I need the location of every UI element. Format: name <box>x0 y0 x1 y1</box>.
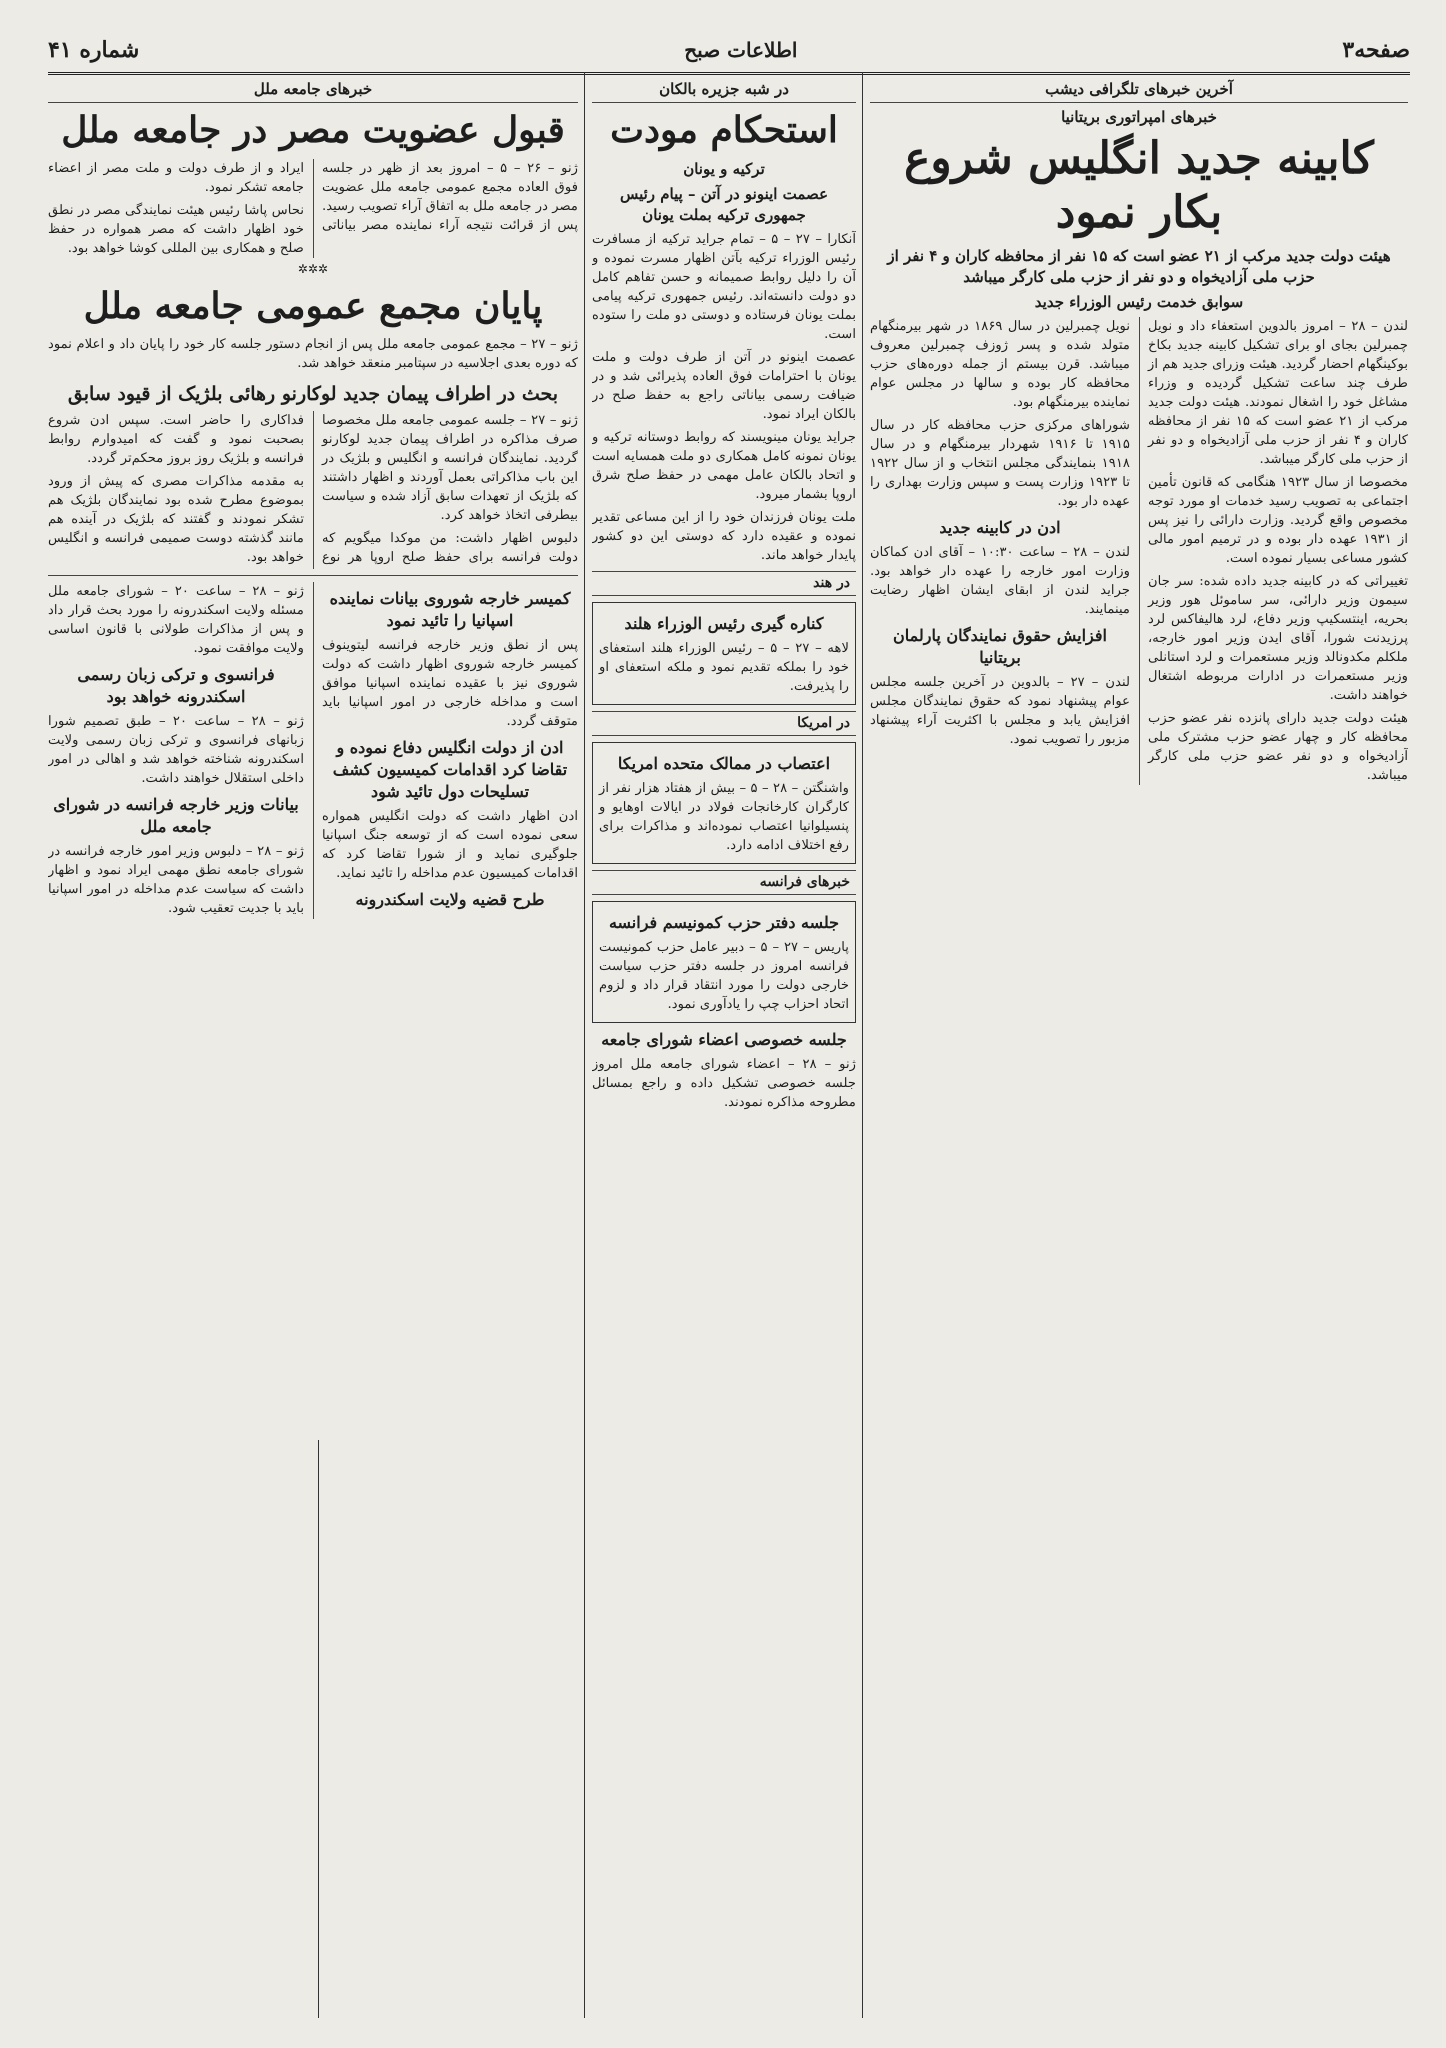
paragraph: لندن – ۲۸ – ساعت ۱۰:۳۰ – آقای ادن کماکان وزارت امور خارجه را عهده دار خواهد بود. جراید لندن از ابقای ایشان اظهار رضایت مینمایند. <box>870 545 1130 617</box>
section-label: در هند <box>592 571 856 596</box>
column-rule <box>862 72 863 2018</box>
paragraph: به مقدمه مذاکرات مصری که پیش از ورود بموضوع مطرح شده بود نمایندگان بلژیک هم تشکر نمودند و گفتند که بلژیک در آینده هم مانند گذشته دوست صمیمی فرانسه و انگلیس خواهد بود. <box>48 474 304 565</box>
box-title: اعتصاب در ممالک متحده امریکا <box>617 754 831 773</box>
paragraph: ژنو – ۲۸ – اعضاء شورای جامعه ملل امروز جلسه خصوصی تشکیل داده و راجع بمسائل مطروحه مذاکره نمودند. <box>592 1057 856 1110</box>
article-heading: افزایش حقوق نمایندگان پارلمان بریتانیا <box>893 626 1107 667</box>
article-heading: ادن از دولت انگلیس دفاع نموده و تقاضا کرد اقدامات کمیسیون کشف تسلیحات دول تائید شود <box>332 738 568 801</box>
paragraph: ژنو – ۲۸ – ساعت ۲۰ – طبق تصمیم شورا زبانهای فرانسوی و ترکی زبان رسمی ولایت اسکندرونه شناخته خواهد شد و اهالی در امور داخلی استقلال خواهند داشت. <box>48 714 304 786</box>
section-kicker: در شبه جزیره بالکان <box>592 80 856 103</box>
box-title: کناره گیری رئیس الوزراء هلند <box>624 614 824 633</box>
paragraph: واشنگتن – ۲۸ – ۵ – بیش از هفتاد هزار نفر از کارگران کارخانجات فولاد در ایالات اوهایو و پنسیلوانیا اعتصاب نموده‌اند و مذاکرات برای رفع اختلاف ادامه دارد. <box>599 781 850 853</box>
paragraph: لندن – ۲۸ – امروز بالدوین استعفاء داد و نویل چمبرلین بجای او برای تشکیل کابینه جدید بکاخ بوکینگهام احضار گردید. هیئت وزرای جدید هم از طرف چند ساعت تشکیل گردیده و وزراء مشاغل خود را اشغال نمودند. هیئت دولت جدید مرکب از ۲۱ عضو است که ۱۵ نفر از محافظه کاران و ۴ نفر از حزب ملی آزادیخواه و دو نفر از حزب ملی کارگر میباشد. <box>1148 319 1408 467</box>
article-headline: قبول عضویت مصر در جامعه ملل <box>61 109 565 151</box>
article-heading: کمیسر خارجه شوروی بیانات نماینده اسپانیا را تائید نمود <box>329 589 571 630</box>
paragraph: لاهه – ۲۷ – ۵ – رئیس الوزراء هلند استعفای خود را بملکه تقدیم نمود و ملکه استعفای او را پذیرفت. <box>599 641 849 694</box>
section-subkicker: خبرهای امپراتوری بریتانیا <box>1061 108 1217 126</box>
column-rule <box>584 72 585 2018</box>
section-kicker: خبرهای جامعه ملل <box>48 80 578 103</box>
paragraph: ژنو – ۲۸ – ساعت ۲۰ – شورای جامعه ملل مسئله ولایت اسکندرونه را مورد بحث قرار داد و پس از مذاکرات طولانی با قانون اساسی ولایت موافقت نمود. <box>48 584 304 656</box>
headline-subtitle-2: سوابق خدمت رئیس الوزراء جدید <box>1034 293 1244 311</box>
article-body <box>870 317 1408 785</box>
article-body <box>48 411 578 569</box>
main-headline: کابینه جدید انگلیس شروع بکار نمود <box>904 133 1374 238</box>
paragraph: مخصوصا از سال ۱۹۲۳ هنگامی که قانون تأمین اجتماعی به تصویب رسید خدمات او مورد توجه مخصوص واقع گردید. وزارت دارائی را نیز پس از ۱۹۳۱ عهده دار بوده و در ترمیم امور مالی کشور مساعی بسیار نموده است. <box>1148 475 1408 566</box>
column-right <box>870 78 1408 2018</box>
headline-subtitle-2: عصمت اینونو در آتن – پیام رئیس جمهوری ترکیه بملت یونان <box>619 185 829 224</box>
article-heading: فرانسوی و ترکی زبان رسمی اسکندرونه خواهد بود <box>77 665 275 706</box>
paragraph: ادن اظهار داشت که دولت انگلیس همواره سعی نموده است که از توسعه جنگ اسپانیا جلوگیری نماید و از شورا تقاضا کرد که اقدامات کمیسیون عدم مداخله را تائید نماید. <box>322 809 578 881</box>
paragraph: نویل چمبرلین در سال ۱۸۶۹ در شهر بیرمنگهام متولد شده و پسر ژوزف چمبرلین معروف میباشد. قرن بیستم از جمله دوره‌های حزب محافظه کار بوده و سالها در مجلس عوام نماینده بیرمنگهام بود. <box>870 319 1130 410</box>
news-box <box>592 602 856 705</box>
article-headline: پایان مجمع عمومی جامعه ملل <box>83 285 543 327</box>
section-kicker: آخرین خبرهای تلگرافی دیشب <box>870 80 1408 103</box>
paragraph: هیئت دولت جدید دارای پانزده نفر عضو حزب محافظه کار و چهار عضو حزب مشترک ملی آزادیخواه و دو نفر عضو حزب ملی کارگر میباشد. <box>1148 711 1408 783</box>
article-body <box>48 159 578 258</box>
paragraph: دلبوس اظهار داشت: من موکدا میگویم که دولت فرانسه برای حفظ صلح اروپا هر نوع فداکاری را حاضر است. سپس ادن شروع بصحبت نمود و گفت که امیدوارم روابط فرانسه و بلژیک روز بروز محکم‌تر گردد. <box>48 413 578 565</box>
article-heading: ادن در کابینه جدید <box>939 518 1061 537</box>
article-heading: بیانات وزیر خارجه فرانسه در شورای جامعه ملل <box>53 795 299 836</box>
paragraph: عصمت اینونو در آتن از طرف دولت و ملت یونان با احترامات فوق العاده پذیرائی شد و در ضیافت رسمی بیاناتی راجع به حفظ صلح در بالکان ایراد نمود. <box>592 350 856 422</box>
box-title: جلسه دفتر حزب کمونیسم فرانسه <box>608 913 840 932</box>
divider <box>48 575 578 576</box>
page-label: صفحه۳ <box>1342 37 1410 63</box>
paragraph: ژنو – ۲۷ – مجمع عمومی جامعه ملل پس از انجام دستور جلسه کار خود را پایان داد و اعلام نمود که دوره بعدی اجلاسیه در سپتامبر منعقد خواهد شد. <box>48 337 578 371</box>
paragraph: لندن – ۲۷ – بالدوین در آخرین جلسه مجلس عوام پیشنهاد نمود که حقوق نمایندگان مجلس افزایش یابد و مجلس با اکثریت آراء پیشنهاد مزبور را تصویب نمود. <box>870 675 1130 747</box>
paragraph: ژنو – ۲۸ – دلبوس وزیر امور خارجه فرانسه در شورای جامعه نطق مهمی ایراد نمود و اظهار داشت که سیاست عدم مداخله در امور اسپانیا باید با جدیت تعقیب شود. <box>48 844 304 916</box>
column-middle <box>592 78 856 2018</box>
headline-subtitle: ترکیه و یونان <box>683 160 765 178</box>
article-body <box>48 582 578 919</box>
paragraph: پاریس – ۲۷ – ۵ – دبیر عامل حزب کمونیست فرانسه امروز در جلسه دفتر حزب سیاست خارجی دولت را مورد انتقاد قرار داد و لزوم اتحاد احزاب چپ را یادآوری نمود. <box>599 940 849 1012</box>
section-label: خبرهای فرانسه <box>592 870 856 895</box>
section-label: در امریکا <box>592 711 856 736</box>
article-heading: جلسه خصوصی اعضاء شورای جامعه <box>601 1030 847 1049</box>
column-left <box>48 78 578 2018</box>
paragraph: آنکارا – ۲۷ – ۵ – تمام جراید ترکیه از مسافرت رئیس الوزراء ترکیه بآتن اظهار مسرت نموده و آن را دلیل روابط صمیمانه و حسن تفاهم کامل دو دولت دانسته‌اند. رئیس جمهوری ترکیه پیامی بملت یونان فرستاده و دوستی دو ملت را ستوده است. <box>592 232 856 342</box>
news-box <box>592 901 856 1023</box>
paragraph: ملت یونان فرزندان خود را از این مساعی تقدیر نموده و عقیده دارد که دوستی این دو کشور پایدار خواهد ماند. <box>592 510 856 563</box>
paragraph: شوراهای مرکزی حزب محافظه کار در سال ۱۹۱۵ تا ۱۹۱۶ شهردار بیرمنگهام و در سال ۱۹۱۸ بنمایندگی مجلس انتخاب و از سال ۱۹۲۲ تا ۱۹۲۳ وزارت پست و سپس وزارت بهداری را عهده دار بود. <box>870 418 1130 509</box>
paragraph: تغییراتی که در کابینه جدید داده شده: سر جان سیمون وزیر دارائی، سر ساموئل هور وزیر بحریه، اینتسکیپ وزیر دفاع، لرد هالیفاکس لرد پرزیدنت شورا، آقای ایدن وزیر امور خارجه، ملکلم مکدونالد وزیر مستعمرات و لرد استانلی وزیر مستعمرات در ادارات مربوطه اشتغال خواهند داشت. <box>1148 574 1408 703</box>
masthead <box>48 28 1410 75</box>
paragraph: نحاس پاشا رئیس هیئت نمایندگی مصر در نطق خود اظهار داشت که مصر همواره در حفظ صلح و همکاری بین المللی کوشا خواهد بود. <box>48 203 304 256</box>
paper-name: اطلاعات صبح <box>684 38 798 62</box>
divider-stars: ✲✲✲ <box>297 262 329 276</box>
article-heading: بحث در اطراف پیمان جدید لوکارنو رهائی بلژیک از قیود سابق <box>67 383 559 405</box>
paragraph: جراید یونان مینویسند که روابط دوستانه ترکیه و یونان نمونه کامل همکاری دو ملت همسایه است و اتحاد بالکان عامل مهمی در حفظ صلح شرق اروپا بشمار میرود. <box>592 430 856 502</box>
article-heading: طرح قضیه ولایت اسکندرونه <box>355 890 545 909</box>
paragraph: ژنو – ۲۷ – جلسه عمومی جامعه ملل مخصوصا صرف مذاکره در اطراف پیمان جدید لوکارنو گردید. نمایندگان فرانسه و انگلیس و بلژیک در این باب مذاکراتی بعمل آوردند و اظهار داشتند که بلژیک از تعهدات سابق آزاد شده و سیاست بیطرفی اتخاذ خواهد کرد. <box>322 413 578 523</box>
headline-subtitle: هیئت دولت جدید مرکب از ۲۱ عضو است که ۱۵ نفر از محافظه کاران و ۴ نفر از حزب ملی آزادیخواه و دو نفر از حزب ملی کارگر میباشد <box>887 247 1391 286</box>
issue-label: شماره ۴۱ <box>48 37 140 63</box>
news-box <box>592 742 856 864</box>
paragraph: ژنو – ۲۶ – ۵ – امروز بعد از ظهر در جلسه فوق العاده مجمع عمومی جامعه ملل عضویت مصر در جامعه ملل به اتفاق آراء تصویب رسید. پس از قرائت نتیجه آراء نماینده مصر بیاناتی ایراد و از طرف دولت و ملت مصر از اعضاء جامعه تشکر نمود. <box>48 161 578 233</box>
article-headline: استحکام مودت <box>610 109 838 151</box>
paragraph: پس از نطق وزیر خارجه فرانسه لیتوینوف کمیسر خارجه شوروی اظهار داشت که دولت شوروی نیز با عقیده نماینده اسپانیا موافق است و مداخله خارجی در امور اسپانیا باید متوقف گردد. <box>322 638 578 729</box>
